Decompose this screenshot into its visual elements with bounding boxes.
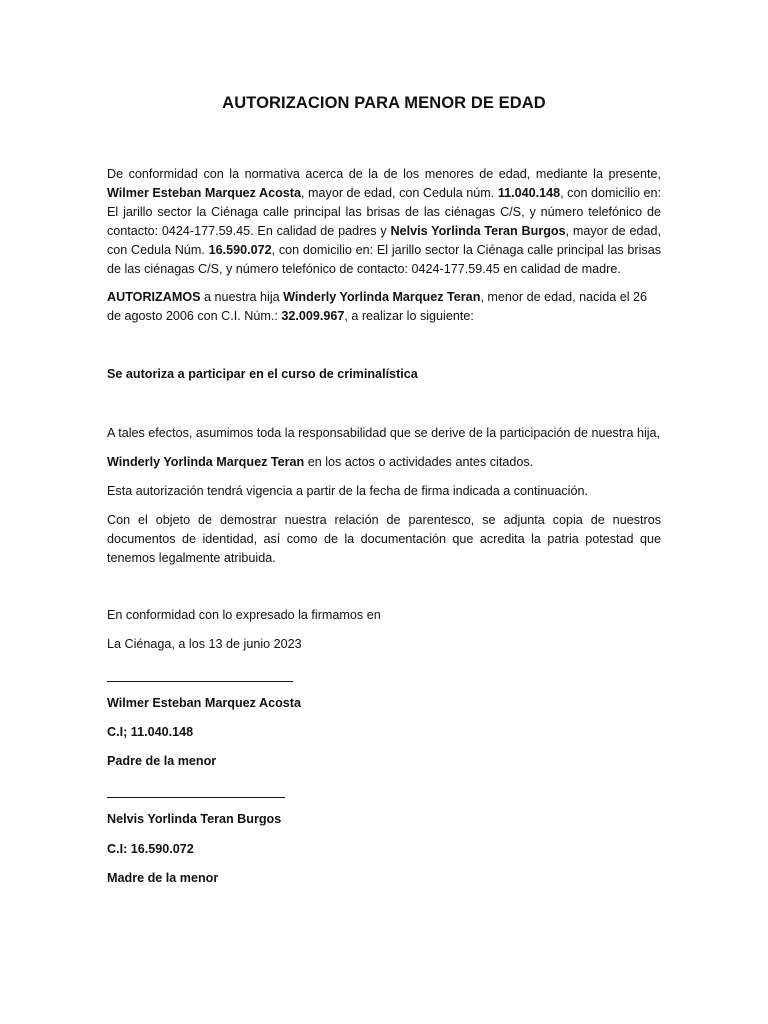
- efectos-line: A tales efectos, asumimos toda la responsabilidad que se derive de la participación de nuestra hija,: [107, 426, 661, 440]
- autorizamos-text-2: , menor de edad, nacida el 26 de agosto 2006 con C.I. Núm.:: [107, 290, 648, 323]
- place-date: La Ciénaga, a los 13 de junio 2023: [107, 637, 302, 651]
- autorizamos-paragraph: [107, 288, 661, 326]
- father-signature-ci: C.I; 11.040.148: [107, 725, 194, 739]
- father-signature-name: Wilmer Esteban Marquez Acosta: [107, 696, 301, 710]
- intro-paragraph: [107, 165, 661, 279]
- mother-signature-line: [107, 797, 285, 798]
- parentesco-paragraph: Con el objeto de demostrar nuestra relación de parentesco, se adjunta copia de nuestros documentos de identidad, así como de la documentación que acredita la patria potestad que tenemos legalmente atribuida.: [107, 513, 661, 565]
- father-name: Wilmer Esteban Marquez Acosta: [107, 186, 302, 200]
- autorizamos-text-3: , a realizar lo siguiente:: [344, 309, 474, 323]
- father-signature-line: [107, 681, 293, 682]
- autorizamos-text-1: a nuestra hija: [200, 290, 284, 304]
- document-title: AUTORIZACION PARA MENOR DE EDAD: [222, 94, 546, 112]
- mother-signature-ci: C.I: 16.590.072: [107, 842, 194, 856]
- autorizamos-keyword: AUTORIZAMOS: [107, 290, 201, 304]
- purpose-line: Se autoriza a participar en el curso de criminalística: [107, 367, 418, 381]
- mother-ci: 16.590.072: [208, 243, 272, 257]
- mother-name: Nelvis Yorlinda Teran Burgos: [390, 224, 566, 238]
- intro-text-5: , con domicilio en: El jarillo sector la Ciénaga calle principal las brisas de las ciénagas C/S, y número telefónico de contacto: 0424-177.59.45 en calidad de madre.: [107, 243, 661, 276]
- intro-text-2: , mayor de edad, con Cedula núm.: [301, 186, 498, 200]
- father-signature-role: Padre de la menor: [107, 754, 217, 768]
- efectos-rest: en los actos o actividades antes citados.: [304, 455, 534, 469]
- vigencia-line: Esta autorización tendrá vigencia a partir de la fecha de firma indicada a continuación.: [107, 484, 588, 498]
- intro-text-3: , con domicilio en: El jarillo sector la Ciénaga calle principal las brisas de las ciénagas C/S, y número telefónico de contacto: 0424-177.59.45. En calidad de padres y: [107, 186, 661, 238]
- conformidad-line: En conformidad con lo expresado la firmamos en: [107, 608, 381, 622]
- efectos-line-2: [107, 453, 533, 472]
- intro-text-1: De conformidad con la normativa acerca de la de los menores de edad, mediante la presente,: [107, 167, 661, 181]
- mother-signature-name: Nelvis Yorlinda Teran Burgos: [107, 812, 282, 826]
- daughter-name: Winderly Yorlinda Marquez Teran: [283, 290, 481, 304]
- daughter-ci: 32.009.967: [281, 309, 345, 323]
- intro-text-4: , mayor de edad, con Cedula Núm.: [107, 224, 661, 257]
- daughter-name-repeat: Winderly Yorlinda Marquez Teran: [107, 455, 305, 469]
- mother-signature-role: Madre de la menor: [107, 871, 219, 885]
- father-ci: 11.040.148: [497, 186, 561, 200]
